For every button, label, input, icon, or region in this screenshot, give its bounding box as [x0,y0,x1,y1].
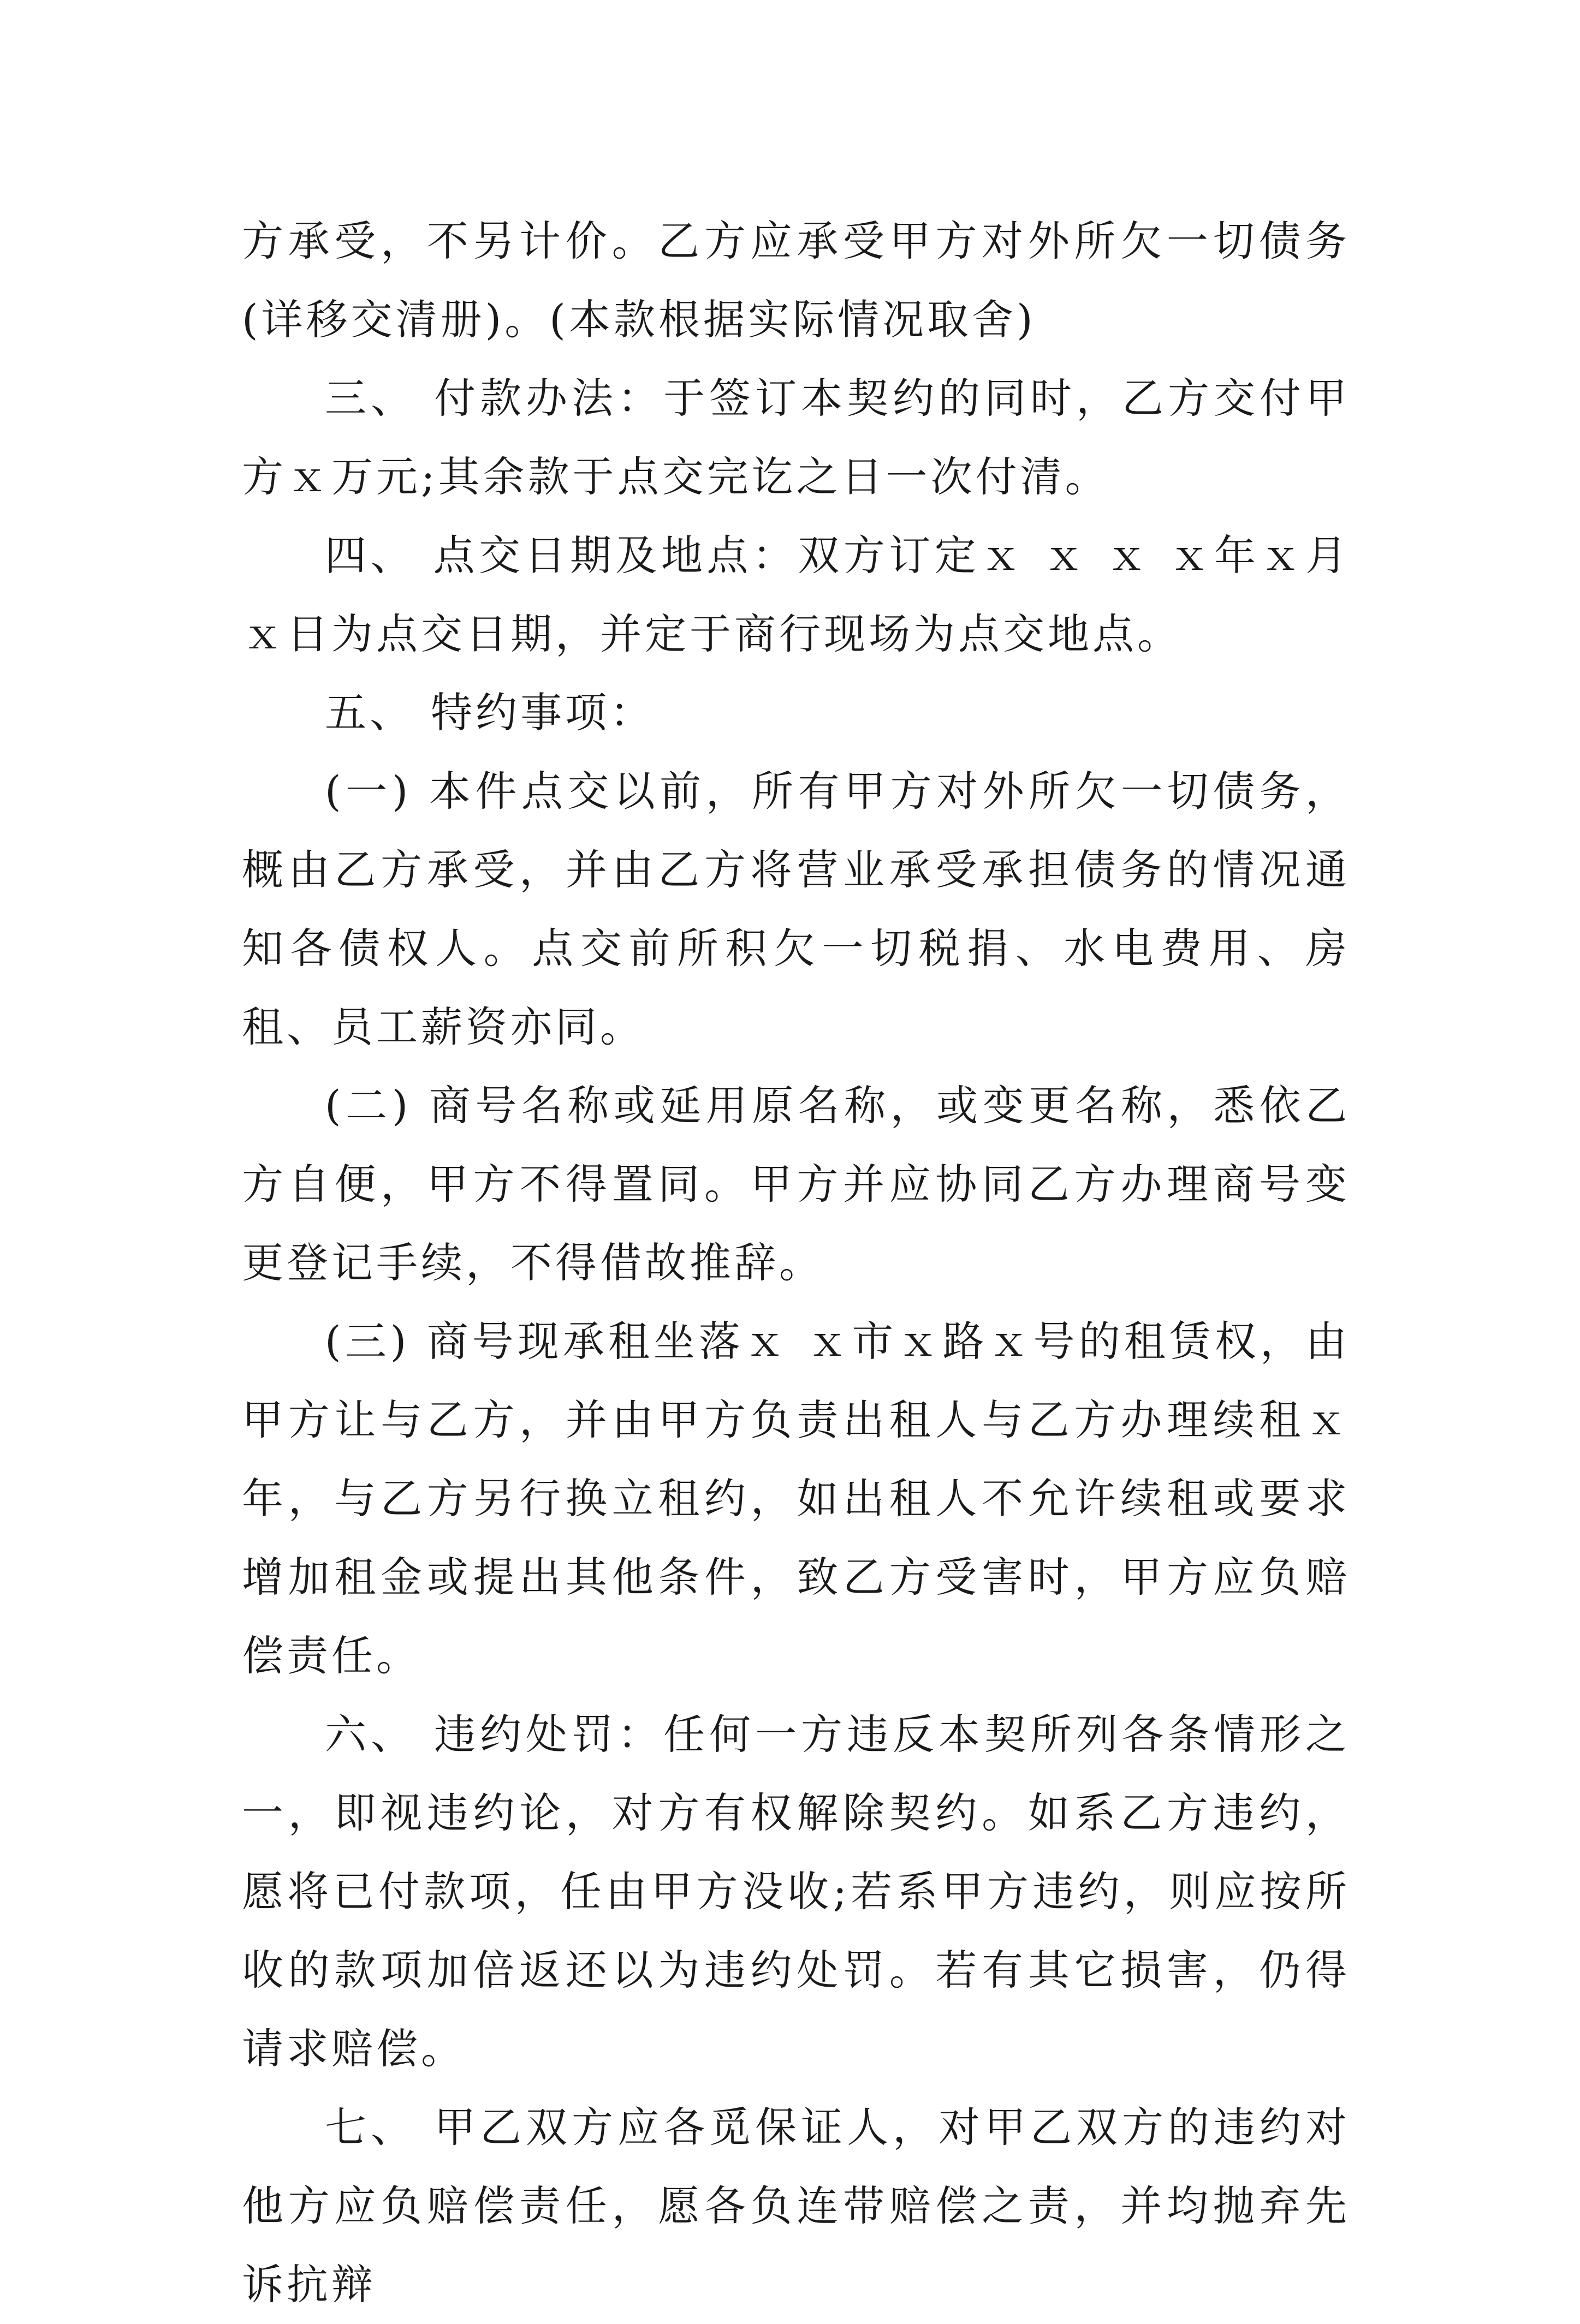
paragraph-special-terms-heading: 五、 特约事项： [325,688,655,737]
paragraph-guarantors: 七、 甲乙双方应各觅保证人，对甲乙双方的违约对他方应负赔偿责任，愿各负连带赔偿之责，并均抛弃先诉抗辩 [242,2103,1350,2309]
document-body [242,202,1350,2324]
paragraph-special-term-1: (一) 本件点交以前，所有甲方对外所欠一切债务，概由乙方承受，并由乙方将营业承受承担债务的情况通知各债权人。点交前所积欠一切税捐、水电费用、房租、员工薪资亦同。 [242,767,1350,1051]
paragraph-payment-method: 三、 付款办法：于签订本契约的同时，乙方交付甲方ｘ万元;其余款于点交完讫之日一次付清。 [242,374,1350,501]
paragraph-continuation: 方承受，不另计价。乙方应承受甲方对外所欠一切债务(详移交清册)。(本款根据实际情况取舍) [242,217,1350,344]
paragraph-handover-date: 四、 点交日期及地点：双方订定ｘ ｘ ｘ ｘ年ｘ月ｘ日为点交日期，并定于商行现场为点交地点。 [242,531,1350,658]
paragraph-special-term-3: (三) 商号现承租坐落ｘ ｘ市ｘ路ｘ号的租赁权，由甲方让与乙方，并由甲方负责出租人与乙方办理续租ｘ年，与乙方另行换立租约，如出租人不允许续租或要求增加租金或提出其他条件，致乙方受害时，甲方应负赔偿责任。 [242,1317,1350,1680]
paragraph-special-term-2: (二) 商号名称或延用原名称，或变更名称，悉依乙方自便，甲方不得置同。甲方并应协同乙方办理商号变更登记手续，不得借故推辞。 [242,1081,1350,1287]
paragraph-breach-penalty: 六、 违约处罚：任何一方违反本契所列各条情形之一，即视违约论，对方有权解除契约。如系乙方违约，愿将已付款项，任由甲方没收;若系甲方违约，则应按所收的款项加倍返还以为违约处罚。若有其它损害，仍得请求赔偿。 [242,1710,1350,2073]
